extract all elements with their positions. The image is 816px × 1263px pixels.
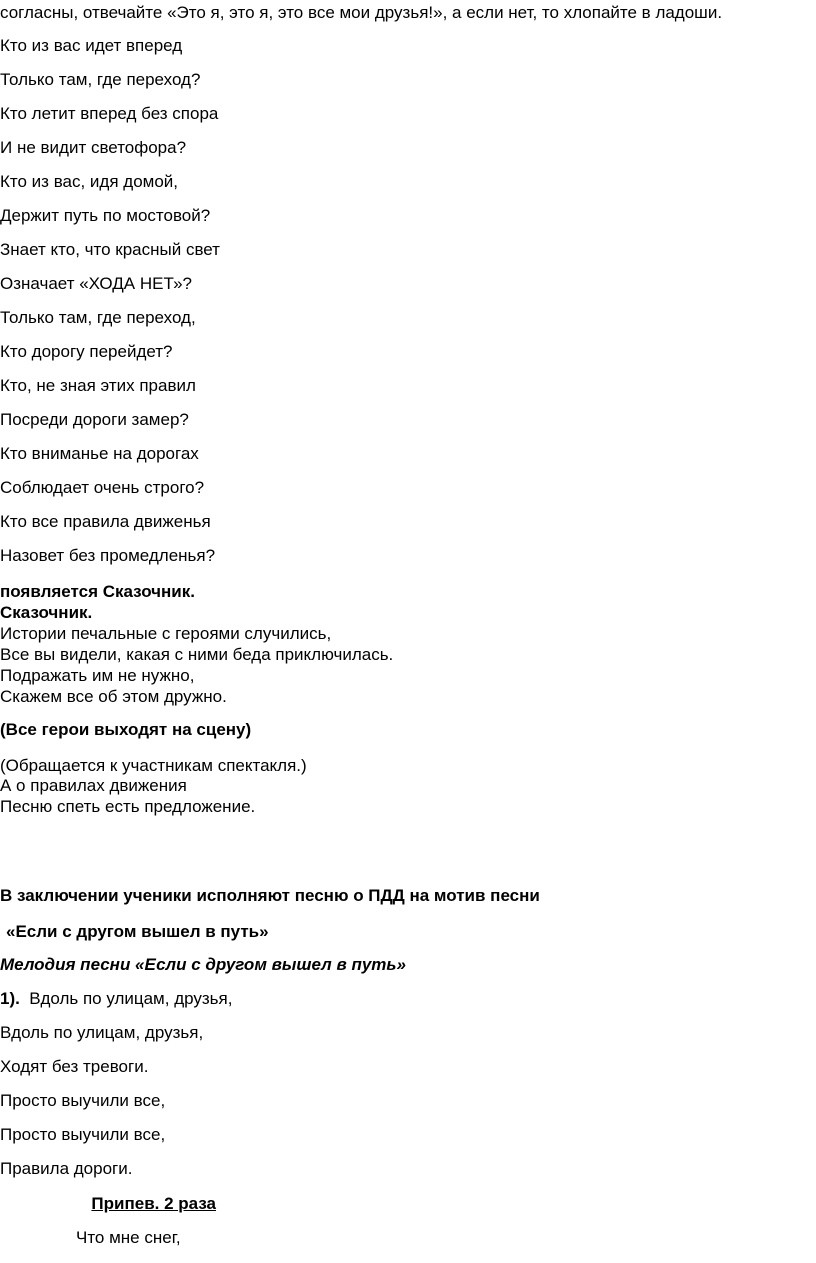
quiz-line: Кто, не зная этих правил: [0, 376, 196, 395]
quiz-line: Кто летит вперед без спора: [0, 104, 219, 123]
verse-line: Ходят без тревоги.: [0, 1057, 149, 1076]
address-line: (Обращается к участникам спектакля.): [0, 756, 307, 775]
quiz-line: Кто дорогу перейдет?: [0, 342, 173, 361]
chorus-label: Припев. 2 раза: [91, 1194, 216, 1213]
quiz-line: Соблюдает очень строго?: [0, 478, 205, 497]
storyteller-line: Истории печальные с героями случились,: [0, 624, 332, 643]
finale-heading: В заключении ученики исполняют песню о ПДД на мотив песни: [0, 886, 540, 905]
chorus-line: Что мне снег,: [76, 1228, 181, 1247]
verse-line: Вдоль по улицам, друзья,: [29, 989, 233, 1008]
quiz-line: Знает кто, что красный свет: [0, 240, 220, 259]
quiz-line: Означает «ХОДА НЕТ»?: [0, 274, 193, 293]
quiz-line: Кто из вас, идя домой,: [0, 172, 179, 191]
quiz-line: Кто вниманье на дорогах: [0, 444, 199, 463]
storyteller-appears: появляется Сказочник.: [0, 582, 195, 601]
quiz-line: И не видит светофора?: [0, 138, 187, 157]
verse-line: Вдоль по улицам, друзья,: [0, 1023, 204, 1042]
quiz-line: Назовет без промедленья?: [0, 546, 216, 565]
stage-direction: (Все герои выходят на сцену): [0, 720, 252, 739]
address-line: А о правилах движения: [0, 776, 187, 795]
verse-number: 1).: [0, 989, 20, 1008]
storyteller-line: Подражать им не нужно,: [0, 666, 195, 685]
quiz-line: Посреди дороги замер?: [0, 410, 189, 429]
storyteller-name: Сказочник.: [0, 603, 93, 622]
quiz-line: Держит путь по мостовой?: [0, 206, 211, 225]
verse-line: Просто выучили все,: [0, 1091, 166, 1110]
melody-heading: Мелодия песни «Если с другом вышел в путь»: [0, 955, 406, 974]
song-title: «Если с другом вышел в путь»: [6, 922, 269, 941]
quiz-line: Только там, где переход,: [0, 308, 196, 327]
address-line: Песню спеть есть предложение.: [0, 797, 256, 816]
quiz-line: Только там, где переход?: [0, 70, 201, 89]
verse-line: Правила дороги.: [0, 1159, 133, 1178]
quiz-line: Кто все правила движенья: [0, 512, 211, 531]
verse-first-line: [0, 989, 232, 1009]
storyteller-line: Скажем все об этом дружно.: [0, 687, 227, 706]
storyteller-line: Все вы видели, какая с ними беда приключилась.: [0, 645, 394, 664]
intro-text: согласны, отвечайте «Это я, это я, это все мои друзья!», а если нет, то хлопайте в ладоши.: [0, 3, 723, 22]
verse-line: Просто выучили все,: [0, 1125, 166, 1144]
quiz-line: Кто из вас идет вперед: [0, 36, 183, 55]
